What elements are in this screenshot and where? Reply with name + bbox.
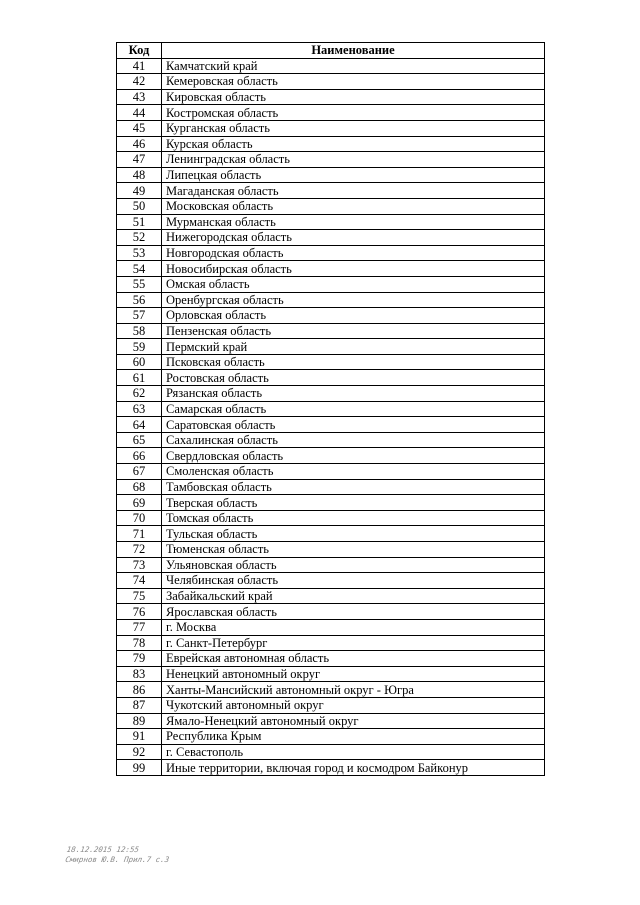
region-code-cell: 65 [117,432,162,448]
table-row [117,510,545,526]
table-row [117,308,545,324]
table-row [117,58,545,74]
region-name-cell: Ханты-Мансийский автономный округ - Югра [162,682,545,698]
region-code-cell: 60 [117,354,162,370]
table-row [117,323,545,339]
table-row [117,588,545,604]
region-name-cell: Тверская область [162,495,545,511]
table-row [117,105,545,121]
region-code-cell: 77 [117,619,162,635]
region-name-cell: Сахалинская область [162,432,545,448]
region-code-cell: 74 [117,573,162,589]
region-name-cell: Забайкальский край [162,588,545,604]
column-header-code: Код [117,43,162,59]
print-stamp-line-2: Смирнов Ю.В. Прил.7 с.3 [64,855,170,864]
table-row [117,401,545,417]
region-name-cell: Томская область [162,510,545,526]
region-code-cell: 62 [117,386,162,402]
region-name-cell: г. Москва [162,619,545,635]
region-name-cell: Курганская область [162,120,545,136]
table-row [117,198,545,214]
region-code-cell: 71 [117,526,162,542]
column-header-name: Наименование [162,43,545,59]
table-row [117,120,545,136]
region-name-cell: Липецкая область [162,167,545,183]
table-row [117,354,545,370]
region-name-cell: Ростовская область [162,370,545,386]
region-code-cell: 55 [117,276,162,292]
region-code-cell: 51 [117,214,162,230]
region-code-cell: 73 [117,557,162,573]
region-code-cell: 61 [117,370,162,386]
region-code-cell: 66 [117,448,162,464]
region-code-cell: 52 [117,230,162,246]
table-row [117,386,545,402]
region-name-cell: Орловская область [162,308,545,324]
region-name-cell: Камчатский край [162,58,545,74]
region-name-cell: Саратовская область [162,417,545,433]
table-row [117,245,545,261]
region-code-cell: 76 [117,604,162,620]
table-row [117,682,545,698]
region-name-cell: Еврейская автономная область [162,651,545,667]
table-row [117,760,545,776]
table-row [117,74,545,90]
region-name-cell: Мурманская область [162,214,545,230]
region-name-cell: Новосибирская область [162,261,545,277]
region-name-cell: Пермский край [162,339,545,355]
region-name-cell: Ярославская область [162,604,545,620]
region-code-cell: 49 [117,183,162,199]
table-header [117,43,545,59]
region-name-cell: Рязанская область [162,386,545,402]
region-code-cell: 47 [117,152,162,168]
region-code-cell: 58 [117,323,162,339]
table-row [117,604,545,620]
region-code-cell: 46 [117,136,162,152]
header-row [117,43,545,59]
region-name-cell: Псковская область [162,354,545,370]
region-code-cell: 45 [117,120,162,136]
region-code-cell: 91 [117,729,162,745]
region-name-cell: Свердловская область [162,448,545,464]
region-code-cell: 44 [117,105,162,121]
region-code-cell: 68 [117,479,162,495]
region-code-cell: 78 [117,635,162,651]
table-row [117,464,545,480]
table-row [117,417,545,433]
region-code-cell: 53 [117,245,162,261]
region-codes-table [116,42,545,776]
region-name-cell: Омская область [162,276,545,292]
region-name-cell: Кемеровская область [162,74,545,90]
table-row [117,526,545,542]
table-row [117,479,545,495]
region-name-cell: г. Санкт-Петербург [162,635,545,651]
region-name-cell: Тамбовская область [162,479,545,495]
region-code-cell: 92 [117,744,162,760]
table-row [117,619,545,635]
region-name-cell: Тульская область [162,526,545,542]
region-code-cell: 89 [117,713,162,729]
region-name-cell: Пензенская область [162,323,545,339]
region-name-cell: Тюменская область [162,542,545,558]
region-code-cell: 99 [117,760,162,776]
region-name-cell: г. Севастополь [162,744,545,760]
region-name-cell: Смоленская область [162,464,545,480]
table-body [117,58,545,775]
region-code-cell: 79 [117,651,162,667]
table-row [117,292,545,308]
region-code-cell: 75 [117,588,162,604]
table-row [117,432,545,448]
table-row [117,495,545,511]
region-code-cell: 86 [117,682,162,698]
table-row [117,666,545,682]
region-code-cell: 56 [117,292,162,308]
region-code-cell: 48 [117,167,162,183]
table-row [117,573,545,589]
region-code-cell: 87 [117,697,162,713]
region-name-cell: Ульяновская область [162,557,545,573]
region-name-cell: Курская область [162,136,545,152]
region-name-cell: Самарская область [162,401,545,417]
region-name-cell: Новгородская область [162,245,545,261]
table-row [117,744,545,760]
region-name-cell: Оренбургская область [162,292,545,308]
table-row [117,370,545,386]
table-row [117,183,545,199]
region-code-cell: 43 [117,89,162,105]
table-row [117,697,545,713]
table-row [117,167,545,183]
region-name-cell: Ненецкий автономный округ [162,666,545,682]
table-row [117,230,545,246]
table-row [117,276,545,292]
region-name-cell: Костромская область [162,105,545,121]
table-row [117,136,545,152]
region-code-cell: 42 [117,74,162,90]
region-name-cell: Московская область [162,198,545,214]
region-code-cell: 50 [117,198,162,214]
region-code-cell: 57 [117,308,162,324]
region-code-cell: 64 [117,417,162,433]
table-row [117,339,545,355]
region-code-cell: 67 [117,464,162,480]
region-name-cell: Чукотский автономный округ [162,697,545,713]
print-stamp-line-1: 18.12.2015 12:55 [66,845,140,854]
table-row [117,729,545,745]
region-name-cell: Нижегородская область [162,230,545,246]
region-name-cell: Республика Крым [162,729,545,745]
region-name-cell: Иные территории, включая город и космодром Байконур [162,760,545,776]
region-code-cell: 41 [117,58,162,74]
table-row [117,89,545,105]
region-code-cell: 63 [117,401,162,417]
region-code-cell: 59 [117,339,162,355]
table-row [117,261,545,277]
table-row [117,214,545,230]
region-name-cell: Челябинская область [162,573,545,589]
region-code-cell: 69 [117,495,162,511]
print-stamp [65,845,172,865]
table-row [117,542,545,558]
table-row [117,651,545,667]
table-row [117,448,545,464]
region-code-cell: 70 [117,510,162,526]
region-name-cell: Кировская область [162,89,545,105]
table-row [117,713,545,729]
region-code-cell: 72 [117,542,162,558]
table-row [117,152,545,168]
region-name-cell: Магаданская область [162,183,545,199]
region-name-cell: Ямало-Ненецкий автономный округ [162,713,545,729]
table-row [117,557,545,573]
region-code-cell: 54 [117,261,162,277]
region-code-cell: 83 [117,666,162,682]
table-row [117,635,545,651]
region-name-cell: Ленинградская область [162,152,545,168]
